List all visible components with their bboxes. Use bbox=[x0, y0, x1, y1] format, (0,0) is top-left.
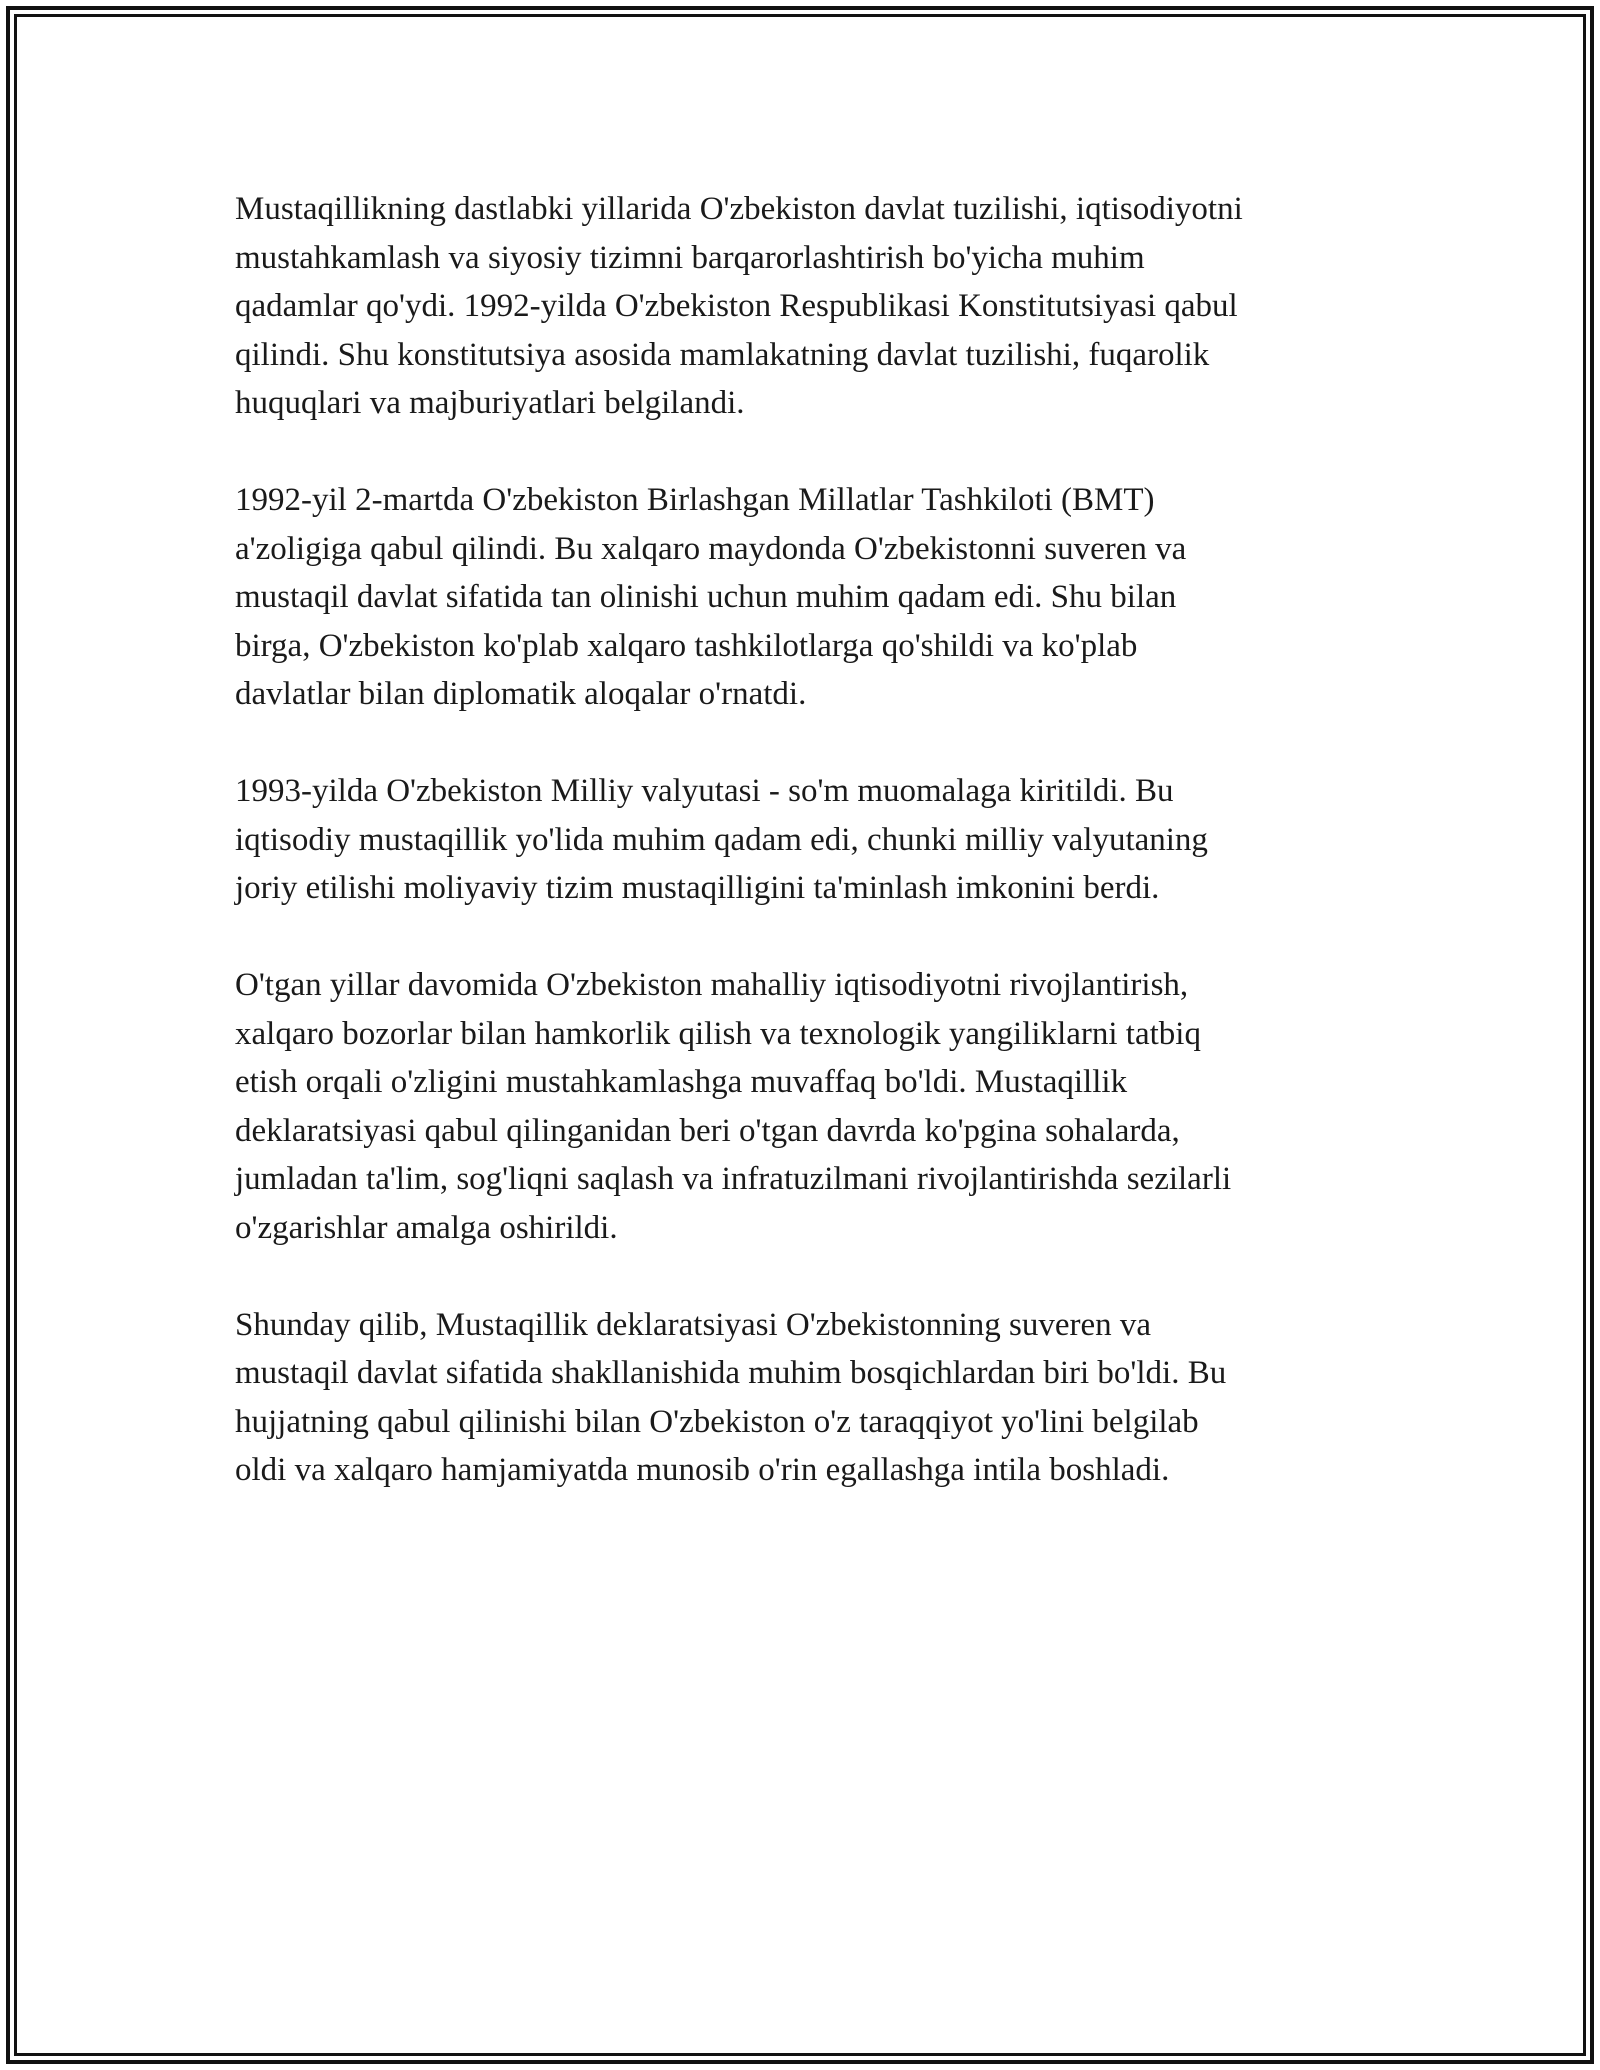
paragraph: Mustaqillikning dastlabki yillarida O'zbekiston davlat tuzilishi, iqtisodiyotni mustahkamlash va siyosiy tizimni barqarorlashtirish bo'yicha muhim qadamlar qo'ydi. 1992-yilda O'zbekiston Respublikasi Konstitutsiyasi qabul qilindi. Shu konstitutsiya asosida mamlakatning davlat tuzilishi, fuqarolik huquqlari va majburiyatlari belgilandi. bbox=[235, 191, 1243, 421]
paragraph: Shunday qilib, Mustaqillik deklaratsiyasi O'zbekistonning suveren va mustaqil davlat sifatida shakllanishida muhim bosqichlardan biri bo'ldi. Bu hujjatning qabul qilinishi bilan O'zbekiston o'z taraqqiyot yo'lini belgilab oldi va xalqaro hamjamiyatda munosib o'rin egallashga intila boshladi. bbox=[235, 1306, 1227, 1488]
paragraph: O'tgan yillar davomida O'zbekiston mahalliy iqtisodiyotni rivojlantirish, xalqaro bozorlar bilan hamkorlik qilish va texnologik yangiliklarni tatbiq etish orqali o'zligini mustahkamlashga muvaffaq bo'ldi. Mustaqillik deklaratsiyasi qabul qilinganidan beri o'tgan davrda ko'pgina sohalarda, jumladan ta'lim, sog'liqni saqlash va infratuzilmani rivojlantirishda sezilarli o'zgarishlar amalga oshirildi. bbox=[235, 967, 1232, 1246]
paragraph: 1992-yil 2-martda O'zbekiston Birlashgan Millatlar Tashkiloti (BMT) a'zoligiga qabul qilindi. Bu xalqaro maydonda O'zbekistonni suveren va mustaqil davlat sifatida tan olinishi uchun muhim qadam edi. Shu bilan birga, O'zbekiston ko'plab xalqaro tashkilotlarga qo'shildi va ko'plab davlatlar bilan diplomatik aloqalar o'rnatdi. bbox=[235, 482, 1187, 712]
document-body bbox=[235, 185, 1370, 1543]
paragraph: 1993-yilda O'zbekiston Milliy valyutasi - so'm muomalaga kiritildi. Bu iqtisodiy mustaqillik yo'lida muhim qadam edi, chunki milliy valyutaning joriy etilishi moliyaviy tizim mustaqilligini ta'minlash imkonini berdi. bbox=[235, 773, 1208, 906]
